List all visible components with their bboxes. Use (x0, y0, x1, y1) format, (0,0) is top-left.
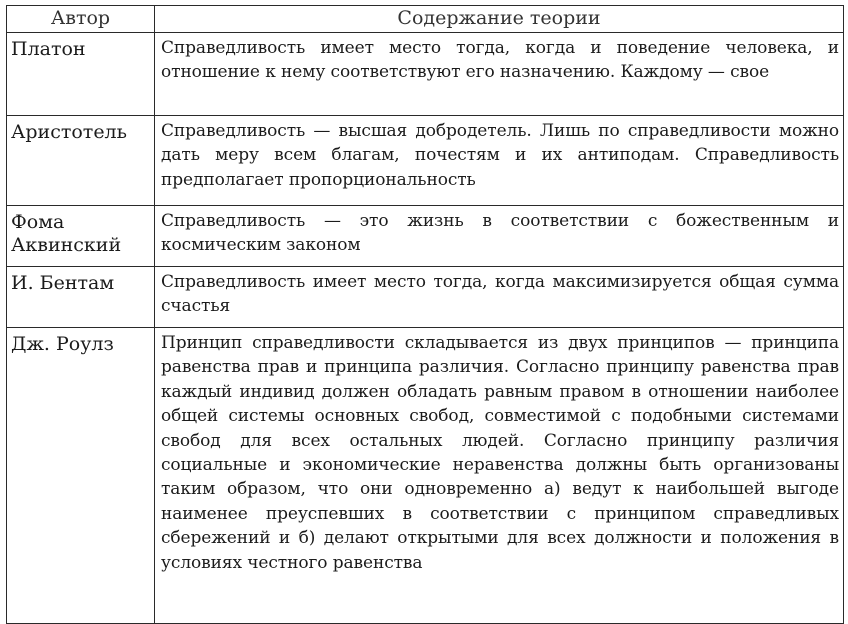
table-row (7, 116, 844, 206)
theory-cell: Справедливость — это жизнь в соответствии с божественным и космическим законом (155, 206, 844, 267)
table-header-row (7, 6, 844, 33)
author-cell: Платон (7, 33, 155, 116)
theory-cell: Справедливость — высшая добродетель. Лишь по справедливости можно дать меру всем благам, почестям и их антиподам. Справедливость предполагает пропорциональность (155, 116, 844, 206)
table-row (7, 328, 844, 624)
author-cell: Дж. Роулз (7, 328, 155, 624)
table-row (7, 267, 844, 328)
table-row (7, 206, 844, 267)
header-content: Содержание теории (155, 6, 844, 33)
author-cell: Аристотель (7, 116, 155, 206)
theory-cell: Принцип справедливости складывается из двух принципов — принципа равенства прав и принципа различия. Согласно принципу равенства прав каждый индивид должен обладать равным правом в отношении наиболее общей системы основных свобод, совместимой с подобными системами свобод для всех остальных людей. Согласно принципу различия социальные и экономические неравенства должны быть организованы таким образом, что они одновременно а) ведут к наибольшей выгоде наименее преуспевших в соответствии с принципом справедливых сбережений и б) делают открытыми для всех должности и положения в условиях честного равенства (155, 328, 844, 624)
author-cell: И. Бентам (7, 267, 155, 328)
header-author: Автор (7, 6, 155, 33)
table-row (7, 33, 844, 116)
theory-cell: Справедливость имеет место тогда, когда и поведение человека, и отношение к нему соответствуют его назначению. Каждому — свое (155, 33, 844, 116)
theories-table (6, 5, 844, 624)
author-cell: Фома Аквинский (7, 206, 155, 267)
theory-cell: Справедливость имеет место тогда, когда максимизируется общая сумма счастья (155, 267, 844, 328)
